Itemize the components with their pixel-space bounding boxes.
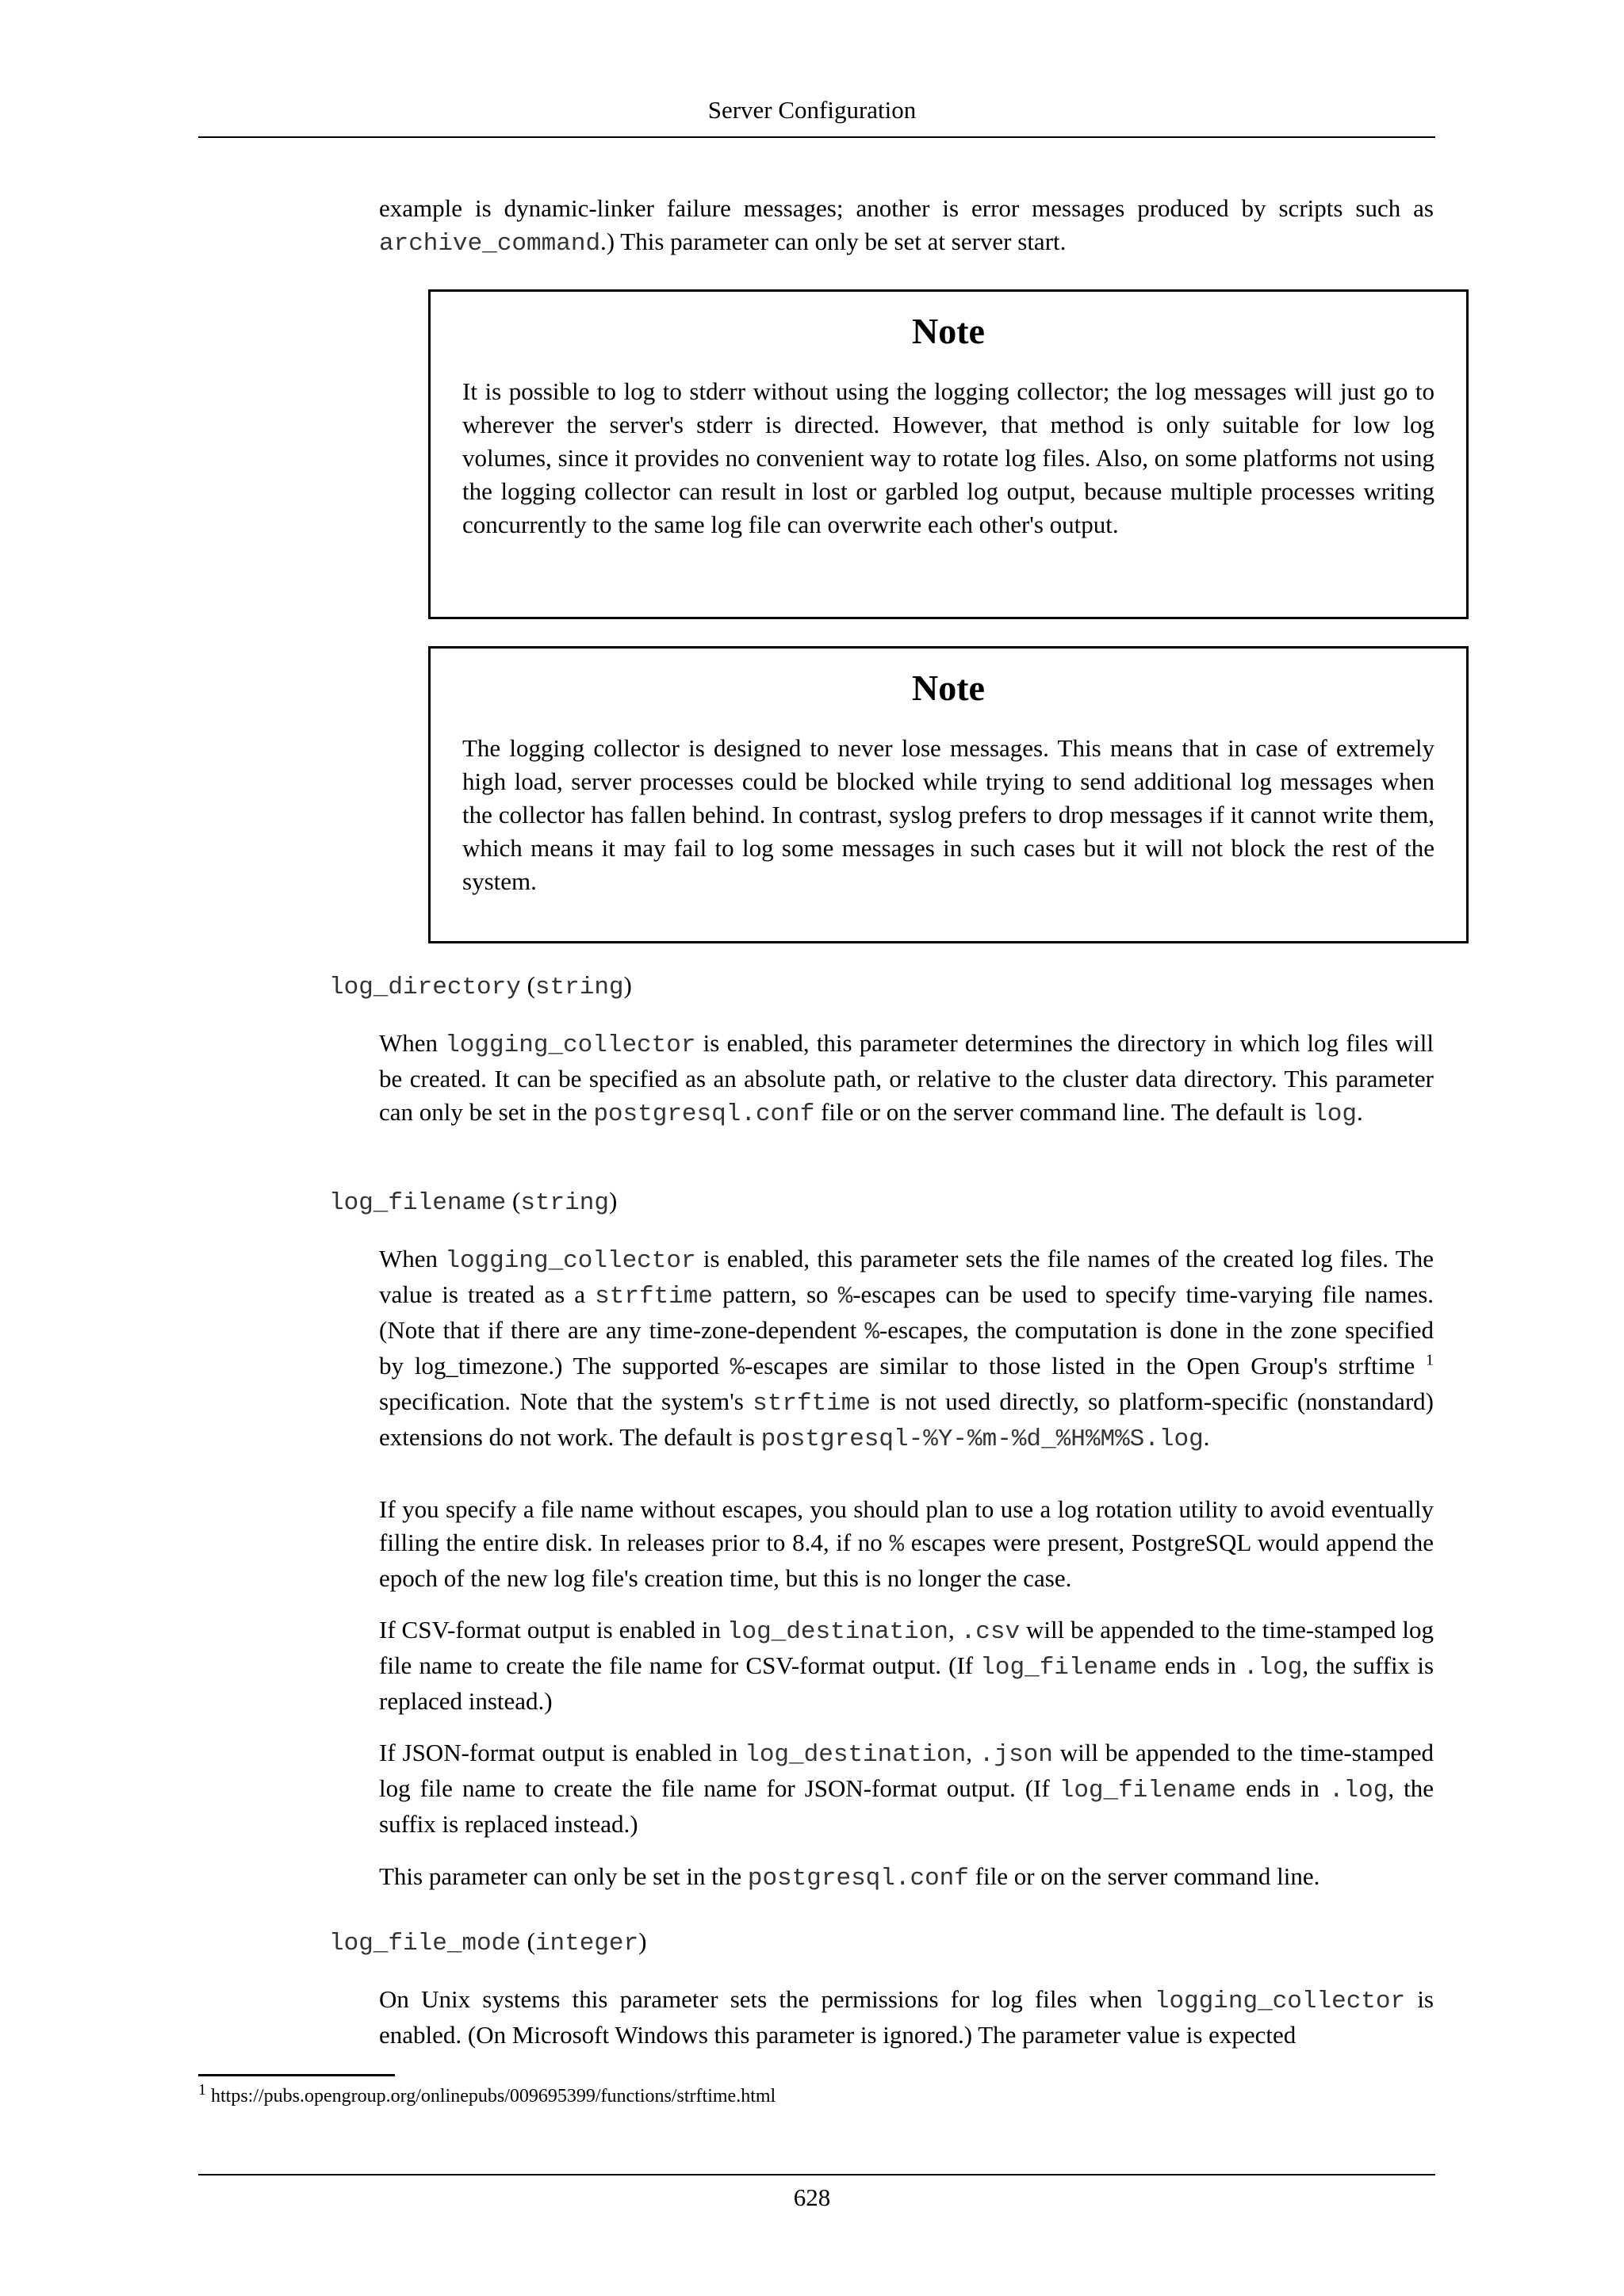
intro-paragraph: example is dynamic-linker failure messages; another is error messages produced by scripts such as archive_command.) This parameter can only be set at server start. bbox=[379, 194, 1434, 258]
log-file-mode-description: On Unix systems this parameter sets the permissions for log files when logging_collector is enabled. (On Microsoft Windows this parameter is ignored.) The parameter value is expected bbox=[379, 1985, 1434, 2049]
log-filename-escapes-paragraph: If you specify a file name without escapes, you should plan to use a log rotation utility to avoid eventually filling the entire disk. In releases prior to 8.4, if no % escapes were present, PostgreSQL would append the epoch of the new log file's creation time, but this is no longer the case. bbox=[379, 1495, 1434, 1592]
footer-rule bbox=[198, 2174, 1435, 2175]
running-header: Server Configuration bbox=[707, 96, 917, 124]
param-term-log-directory: log_directory (string) bbox=[329, 971, 632, 1001]
note-title: Note bbox=[912, 668, 985, 708]
page-number: 628 bbox=[793, 2183, 831, 2211]
log-filename-setting-paragraph: This parameter can only be set in the postgresql.conf file or on the server command line. bbox=[379, 1862, 1320, 1892]
note-body: The logging collector is designed to never lose messages. This means that in case of extremely high load, server processes could be blocked while trying to send additional log messages when the collector has fallen behind. In contrast, syslog prefers to drop messages if it cannot write them, which means it may fail to log some messages in such cases but it will not block the rest of the system. bbox=[462, 734, 1434, 895]
log-filename-description: When logging_collector is enabled, this parameter sets the file names of the created log files. The value is treated as a strftime pattern, so %-escapes can be used to specify time-varying file names. (Note that if there are any time-zone-dependent %-escapes, the computation is done in the zone specified by log_timezone.) The supported %-escapes are similar to those listed in the Open Group's strftime $^1$ specification. Note that the system's strftime is not used directly, so platform-specific (nonstandard) extensions do not work. The default is postgresql-%Y-%m-%d_%H%M%S.log. bbox=[379, 1245, 1434, 1453]
footnote-mark: 1 bbox=[198, 2081, 206, 2099]
log-directory-description: When logging_collector is enabled, this parameter determines the directory in which log files will be created. It can be specified as an absolute path, or relative to the cluster data directory. This parameter can only be set in the postgresql.conf file or on the server command line. The default is log. bbox=[379, 1029, 1434, 1128]
note-body: It is possible to log to stderr without using the logging collector; the log messages will just go to wherever the server's stderr is directed. However, that method is only suitable for low log volumes, since it provides no convenient way to rotate log files. Also, on some platforms not using the logging collector can result in lost or garbled log output, because multiple processes writing concurrently to the same log file can overwrite each other's output. bbox=[462, 377, 1434, 538]
footnote-reference[interactable]: 1 bbox=[1425, 1351, 1434, 1369]
footnote-url[interactable]: https://pubs.opengroup.org/onlinepubs/009695399/functions/strftime.html bbox=[211, 2086, 776, 2107]
log-filename-csv-paragraph: If CSV-format output is enabled in log_destination, .csv will be appended to the time-stamped log file name to create the file name for CSV-format output. (If log_filename ends in .log, the suffix is replaced instead.) bbox=[379, 1616, 1434, 1715]
note-box bbox=[428, 646, 1469, 943]
note-title: Note bbox=[912, 311, 985, 351]
header-rule bbox=[198, 136, 1435, 138]
footnote bbox=[198, 2081, 776, 2109]
log-filename-json-paragraph: If JSON-format output is enabled in log_destination, .json will be appended to the time-stamped log file name to create the file name for JSON-format output. (If log_filename ends in .log, the suffix is replaced instead.) bbox=[379, 1739, 1434, 1838]
footnote-rule bbox=[198, 2074, 395, 2076]
note-box bbox=[428, 289, 1469, 619]
param-term-log-file-mode: log_file_mode (integer) bbox=[329, 1927, 647, 1957]
param-term-log-filename: log_filename (string) bbox=[329, 1187, 618, 1217]
